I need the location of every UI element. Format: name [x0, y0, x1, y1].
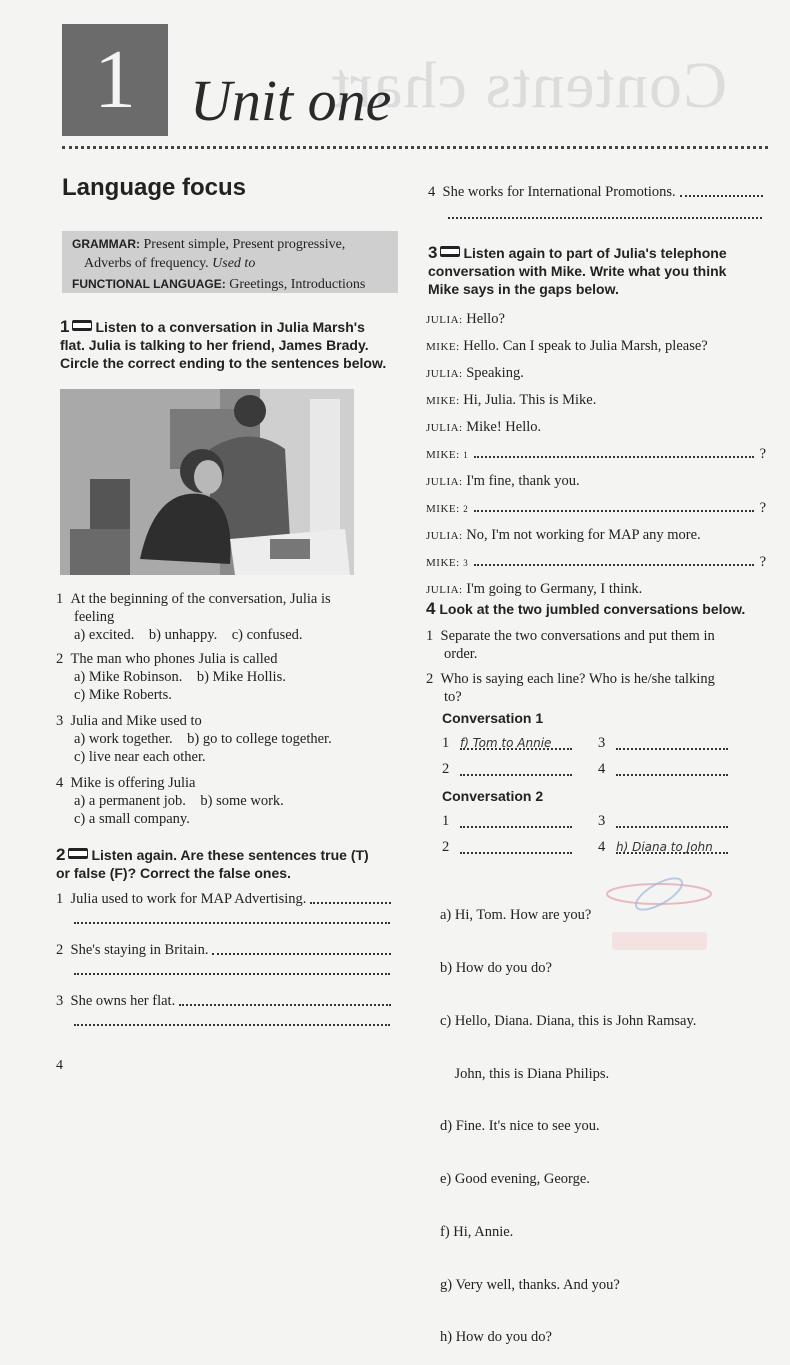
- dialogue-line: JULIA: Speaking.: [426, 365, 524, 381]
- handwritten-answer: h) Diana to John: [616, 840, 713, 854]
- header-divider: [62, 146, 768, 149]
- page-number: 4: [56, 1058, 63, 1073]
- ex3-heading: 3 Listen again to part of Julia's telephone conversation with Mike. Write what you think Mike says in the gaps below.: [428, 243, 727, 297]
- watermark-stamp: [594, 862, 724, 962]
- jumbled-line: e) Good evening, George.: [440, 1171, 590, 1188]
- jumbled-line: g) Very well, thanks. And you?: [440, 1276, 620, 1293]
- section-title: Language focus: [62, 174, 247, 201]
- ex1-heading: 1 Listen to a conversation in Julia Marsh's flat. Julia is talking to her friend, James Brady. Circle the correct ending to the sentences below.: [60, 317, 387, 371]
- grammar-label: GRAMMAR:: [72, 237, 140, 251]
- unit-number: 1: [94, 33, 136, 126]
- jumbled-line: f) Hi, Annie.: [440, 1223, 514, 1240]
- grammar-italic: Used to: [212, 256, 256, 271]
- grammar-box: [62, 231, 398, 293]
- photo-julia-and-man: [60, 389, 354, 575]
- dialogue-line: MIKE: Hello. Can I speak to Julia Marsh, please?: [426, 338, 708, 354]
- jumbled-line: b) How do you do?: [440, 959, 552, 976]
- dialogue-line: JULIA: I'm going to Germany, I think.: [426, 581, 643, 597]
- ex3-dialogue: [426, 306, 766, 603]
- dialogue-line: MIKE: Hi, Julia. This is Mike.: [426, 392, 597, 408]
- ex4-instruction-1: 1 Separate the two conversations and put them in order.: [426, 628, 715, 662]
- grammar-text: Present simple, Present progressive,: [140, 237, 346, 252]
- functional-label: FUNCTIONAL LANGUAGE:: [72, 277, 226, 291]
- jumbled-line: c) Hello, Diana. Diana, this is John Ramsay.: [440, 1012, 697, 1029]
- jumbled-line: a) Hi, Tom. How are you?: [440, 907, 592, 924]
- ex2-item-3: 3 She owns her flat.: [56, 992, 391, 1031]
- ex4-heading: 4 Look at the two jumbled conversations below.: [426, 599, 746, 618]
- cassette-icon: [440, 246, 460, 257]
- dialogue-line: JULIA: I'm fine, thank you.: [426, 473, 580, 489]
- ghost-bleedthrough-text: Contents chart: [330, 49, 728, 122]
- jumbled-line: John, this is Diana Philips.: [440, 1065, 610, 1082]
- cassette-icon: [68, 848, 88, 859]
- cassette-icon: [72, 320, 92, 331]
- unit-title: Unit one: [190, 68, 392, 133]
- ex2-heading: 2 Listen again. Are these sentences true (T) or false (F)? Correct the false ones.: [56, 845, 369, 881]
- conversation-2-label: Conversation 2: [442, 788, 544, 804]
- ex1-item-2: 2 The man who phones Julia is called a) Mike Robinson. b) Mike Hollis. c) Mike Roberts.: [56, 651, 286, 703]
- grammar-text-2: Adverbs of frequency.: [84, 256, 213, 271]
- conversation-1-grid: 1 f) Tom to Annie 3 2 4: [442, 734, 757, 786]
- conversation-2-grid: 1 3 2 4 h) Diana to John: [442, 812, 757, 864]
- ex2-item-4: 4 She works for International Promotions.: [428, 183, 763, 224]
- jumbled-line: d) Fine. It's nice to see you.: [440, 1118, 600, 1135]
- dialogue-gap: MIKE: 3 ?: [426, 554, 766, 570]
- dialogue-gap: MIKE: 1 ?: [426, 446, 766, 462]
- functional-text: Greetings, Introductions: [225, 277, 366, 292]
- dialogue-line: JULIA: Hello?: [426, 311, 505, 327]
- dialogue-line: JULIA: No, I'm not working for MAP any more.: [426, 527, 701, 543]
- ex1-item-4: 4 Mike is offering Julia a) a permanent job. b) some work. c) a small company.: [56, 775, 284, 827]
- dialogue-gap: MIKE: 2 ?: [426, 500, 766, 516]
- handwritten-answer: f) Tom to Annie: [460, 736, 552, 750]
- ex2-item-1: 1 Julia used to work for MAP Advertising.: [56, 890, 391, 929]
- ex4-instruction-2: 2 Who is saying each line? Who is he/she talking to?: [426, 671, 715, 705]
- conversation-1-label: Conversation 1: [442, 710, 544, 726]
- ex2-item-2: 2 She's staying in Britain.: [56, 941, 391, 980]
- ex1-item-1: 1 At the beginning of the conversation, Julia is feeling a) excited. b) unhappy. c) confused.: [56, 591, 331, 643]
- ex1-item-3: 3 Julia and Mike used to a) work together. b) go to college together. c) live near each other.: [56, 713, 332, 765]
- jumbled-line: h) How do you do?: [440, 1329, 552, 1346]
- dialogue-line: JULIA: Mike! Hello.: [426, 419, 542, 435]
